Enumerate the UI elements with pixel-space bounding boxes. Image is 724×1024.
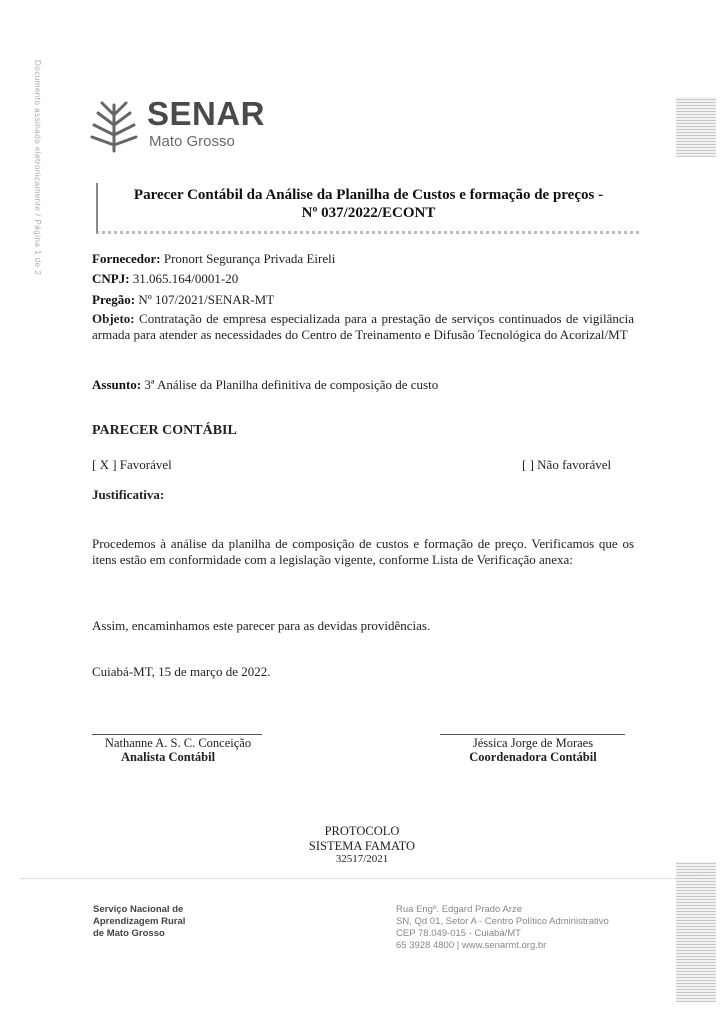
parecer-heading: PARECER CONTÁBIL bbox=[92, 423, 237, 438]
cnpj-value: 31.065.164/0001-20 bbox=[129, 271, 239, 286]
protocolo-line-2: SISTEMA FAMATO bbox=[308, 839, 416, 853]
footer-org-line: Aprendizagem Rural bbox=[93, 916, 186, 927]
pregao-value: Nº 107/2021/SENAR-MT bbox=[135, 292, 275, 307]
fornecedor-value: Pronort Segurança Privada Eireli bbox=[160, 251, 336, 266]
signer-role: Analista Contábil bbox=[120, 750, 216, 764]
field-fornecedor bbox=[92, 251, 335, 267]
option-favoravel: [ X ] Favorável bbox=[92, 457, 172, 472]
justificativa-label: Justificativa: bbox=[92, 487, 165, 502]
scan-artifact bbox=[676, 862, 716, 1002]
signer-name: Nathanne A. S. C. Conceição bbox=[104, 736, 252, 750]
field-objeto bbox=[92, 311, 634, 343]
signature-line bbox=[92, 734, 262, 735]
field-assunto bbox=[92, 377, 438, 393]
footer-divider bbox=[20, 878, 700, 879]
wheat-logo-icon bbox=[84, 95, 144, 153]
field-cnpj bbox=[92, 271, 238, 287]
footer-address-line: SN, Qd 01, Setor A - Centro Político Administrativo bbox=[396, 916, 609, 927]
fornecedor-label: Fornecedor: bbox=[92, 251, 161, 266]
senar-logo bbox=[84, 95, 144, 153]
side-stamp-text: Documento assinado eletronicamente / Página 1 de 2 bbox=[33, 60, 42, 276]
footer-address-line: 65 3928 4800 | www.senarmt.org.br bbox=[396, 940, 547, 951]
date-line: Cuiabá-MT, 15 de março de 2022. bbox=[92, 664, 271, 679]
pregao-label: Pregão: bbox=[92, 292, 136, 307]
footer-address-line: CEP 78.049-015 - Cuiabá/MT bbox=[396, 928, 521, 939]
signer-name: Jéssica Jorge de Moraes bbox=[472, 736, 594, 750]
footer-org-line: Serviço Nacional de bbox=[93, 904, 184, 915]
assunto-value: 3ª Análise da Planilha definitiva de composição de custo bbox=[141, 377, 439, 392]
logo-region: Mato Grosso bbox=[149, 133, 235, 150]
cnpj-label: CNPJ: bbox=[92, 271, 130, 286]
field-pregao bbox=[92, 292, 274, 308]
footer-org bbox=[93, 904, 185, 940]
assunto-label: Assunto: bbox=[92, 377, 142, 392]
protocolo-number: 32517/2021 bbox=[335, 853, 389, 865]
objeto-value: Contratação de empresa especializada para a prestação de serviços continuados de vigilância armada para atender as necessidades do Centro de Treinamento e Difusão Tecnológica do Acorizal/MT bbox=[92, 311, 634, 342]
objeto-label: Objeto: bbox=[92, 311, 135, 326]
signer-role: Coordenadora Contábil bbox=[469, 750, 597, 764]
title-line-2: Nº 037/2022/ECONT bbox=[301, 205, 436, 221]
footer-address bbox=[396, 904, 609, 952]
justificativa-paragraph-1: Procedemos à análise da planilha de composição de custos e formação de preço. Verificamos que os itens estão em conformidade com a legislação vigente, conforme Lista de Verificação anexa: bbox=[92, 536, 634, 567]
footer-address-line: Rua Engº. Edgard Prado Arze bbox=[396, 904, 522, 915]
scan-artifact bbox=[676, 97, 716, 157]
protocolo-line-1: PROTOCOLO bbox=[324, 824, 400, 838]
option-nao-favoravel: [ ] Não favorável bbox=[522, 457, 612, 472]
document-title-box bbox=[96, 183, 639, 234]
signature-line bbox=[440, 734, 625, 735]
justificativa-paragraph-2: Assim, encaminhamos este parecer para as devidas providências. bbox=[92, 618, 431, 633]
footer-org-line: de Mato Grosso bbox=[93, 928, 165, 939]
logo-name: SENAR bbox=[147, 95, 266, 132]
title-line-1: Parecer Contábil da Análise da Planilha de Custos e formação de preços - bbox=[133, 187, 604, 203]
